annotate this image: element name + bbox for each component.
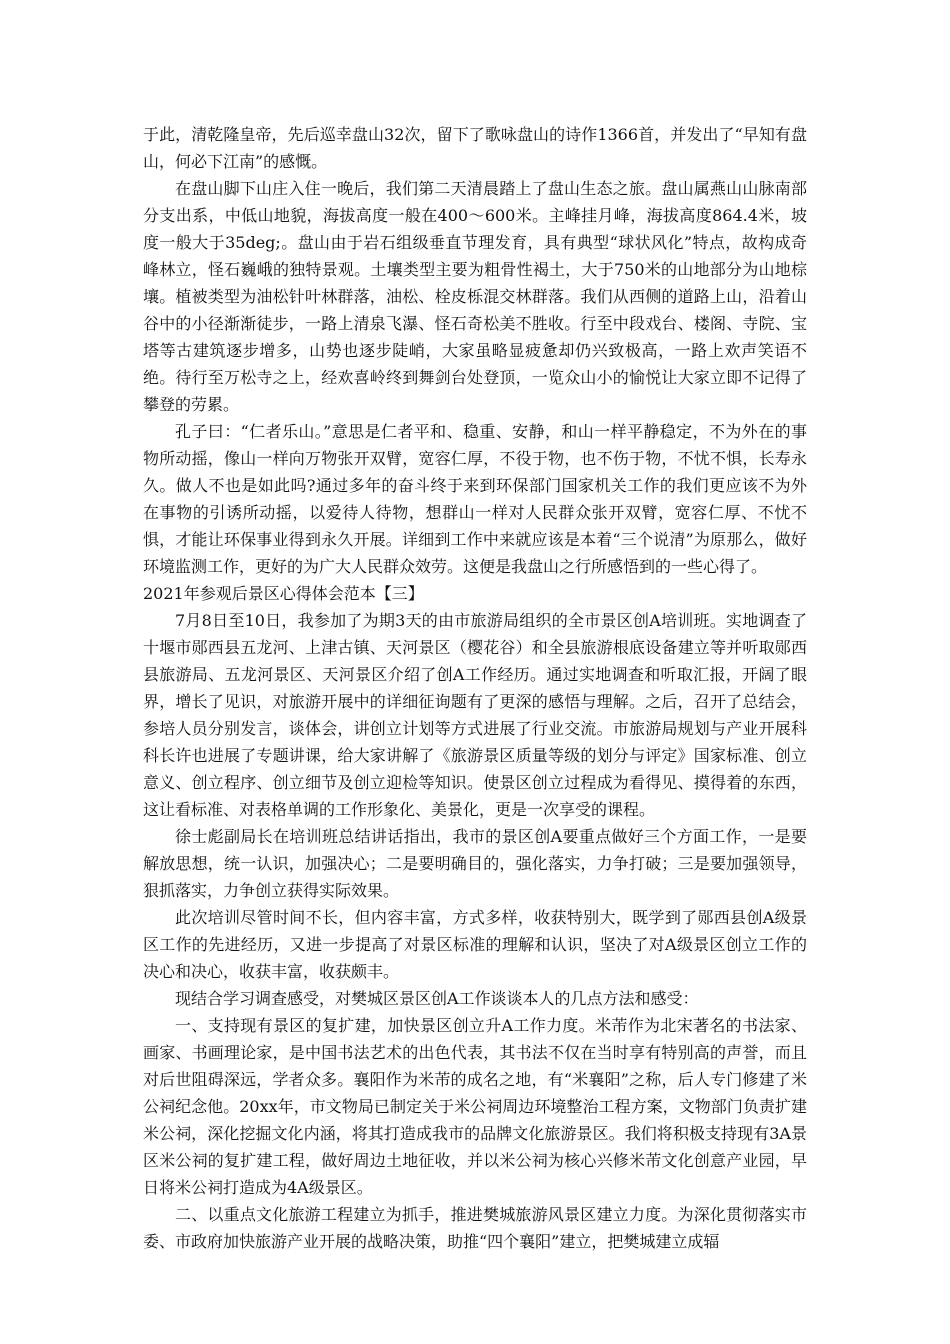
paragraph: 现结合学习调查感受，对樊城区景区创A工作谈谈本人的几点方法和感受：	[175, 989, 699, 1008]
paragraph: 7月8日至10日，我参加了为期3天的由市旅游局组织的全市景区创A培训班。实地调查了十堰市郧西县五龙河、上津古镇、天河景区（樱花谷）和全县旅游根底设备建立等并听取郧西县旅游局、五龙河景区、天河景区介绍了创A工作经历。通过实地调查和听取汇报，开阔了眼界，增长了见识，对旅游开展中的详细征询题有了更深的感悟与理解。之后，召开了总结会，参培人员分别发言，谈体会，讲创立计划等方式进展了行业交流。市旅游局规划与产业开展科科长许也进展了专题讲课，给大家讲解了《旅游景区质量等级的划分与评定》国家标准、创立意义、创立程序、创立细节及创立迎检等知识。使景区创立过程成为看得见、摸得着的东西，这让看标准、对表格单调的工作形象化、美景化，更是一次享受的课程。	[143, 611, 807, 819]
paragraph: 一、支持现有景区的复扩建，加快景区创立升A工作力度。米芾作为北宋著名的书法家、画家、书画理论家，是中国书法艺术的出色代表，其书法不仅在当时享有特别高的声誉，而且对后世阻碍深远，学者众多。襄阳作为米芾的成名之地，有“米襄阳”之称，后人专门修建了米公祠纪念他。20xx年，市文物局已制定关于米公祠周边环境整治工程方案，文物部门负责扩建米公祠，深化挖掘文化内涵，将其打造成我市的品牌文化旅游景区。我们将积极支持现有3A景区米公祠的复扩建工程，做好周边土地征收，并以米公祠为核心兴修米芾文化创意产业园，早日将米公祠打造成为4A级景区。	[143, 1016, 807, 1197]
paragraph: 徐士彪副局长在培训班总结讲话指出，我市的景区创A要重点做好三个方面工作，一是要解放思想，统一认识，加强决心；二是要明确目的，强化落实，力争打破；三是要加强领导，狠抓落实，力争创立获得实际效果。	[143, 827, 807, 900]
section-heading: 2021年参观后景区心得体会范本【三】	[143, 584, 424, 603]
paragraph: 在盘山脚下山庄入住一晚后，我们第二天清晨踏上了盘山生态之旅。盘山属燕山山脉南部分支出系，中低山地貌，海拔高度一般在400～600米。主峰挂月峰，海拔高度864.4米，坡度一般大于35deg;。盘山由于岩石组级垂直节理发育，具有典型“球状风化”特点，故构成奇峰林立，怪石巍峨的独特景观。土壤类型主要为粗骨性褐土，大于750米的山地部分为山地棕壤。植被类型为油松针叶林群落，油松、栓皮栎混交林群落。我们从西侧的道路上山，沿着山谷中的小径渐渐徒步，一路上清泉飞瀑、怪石奇松美不胜收。行至中段戏台、楼阁、寺院、宝塔等古建筑逐步增多，山势也逐步陡峭，大家虽略显疲惫却仍兴致极高，一路上欢声笑语不绝。待行至万松寺之上，经欢喜岭终到舞剑台处登顶，一览众山小的愉悦让大家立即不记得了攀登的劳累。	[143, 179, 807, 414]
paragraph: 二、以重点文化旅游工程建立为抓手，推进樊城旅游风景区建立力度。为深化贯彻落实市委、市政府加快旅游产业开展的战略决策，助推“四个襄阳”建立，把樊城建立成辐	[143, 1205, 807, 1251]
paragraph: 孔子曰：“仁者乐山。”意思是仁者平和、稳重、安静，和山一样平静稳定，不为外在的事物所动摇，像山一样向万物张开双臂，宽容仁厚，不役于物，也不伤于物，不忧不惧，长寿永久。做人不也是如此吗?通过多年的奋斗终于来到环保部门国家机关工作的我们更应该不为外在事物的引诱所动摇，以爱待人待物，想群山一样对人民群众张开双臂，宽容仁厚、不忧不惧，才能让环保事业得到永久开展。详细到工作中来就应该是本着“三个说清”为原那么，做好环境监测工作，更好的为广大人民群众效劳。这便是我盘山之行所感悟到的一些心得了。	[143, 422, 807, 576]
paragraph: 于此，清乾隆皇帝，先后巡幸盘山32次，留下了歌咏盘山的诗作1366首，并发出了“早知有盘山，何必下江南”的感慨。	[143, 125, 807, 171]
paragraph: 此次培训尽管时间不长，但内容丰富，方式多样，收获特别大，既学到了郧西县创A级景区工作的先进经历，又进一步提高了对景区标准的理解和认识，坚决了对A级景区创立工作的决心和决心，收获丰富，收获颇丰。	[143, 908, 807, 981]
document-body	[143, 121, 807, 1255]
